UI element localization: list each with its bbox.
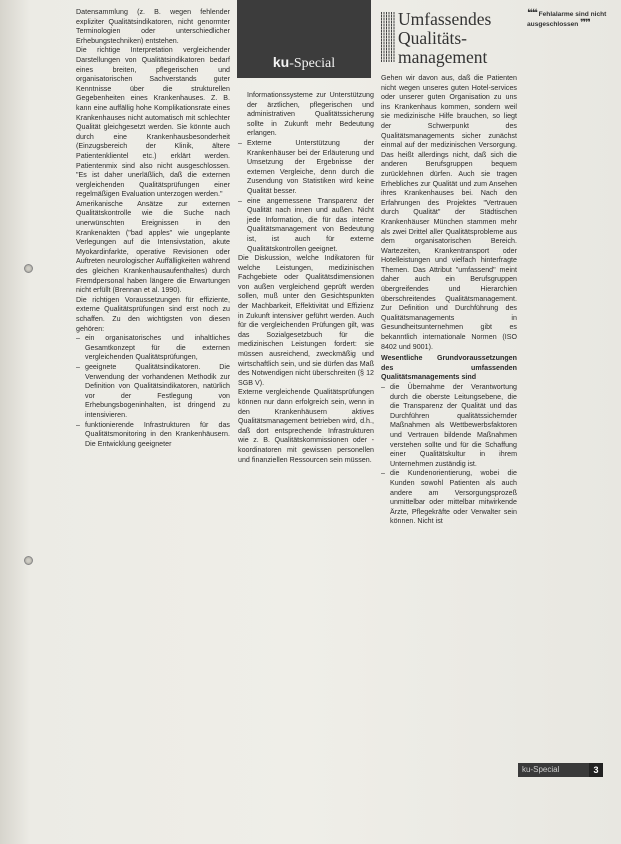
- paragraph: Die Diskussion, welche Indikatoren für welche Leistungen, medizinischen Fachgebiete oder Qualitätsdimensionen von außen vergleichend geprüft werden sollen, muß unter den Gesichtspunkten der Machbarkeit, Effektivität und Effizienz in Zukunft intensiver geführt werden. Auch für die vergleichenden Prüfungen gilt, was das Sozialgesetzbuch für die medizinischen Leistungen fordert: sie müssen ausreichend, zweckmäßig und wirtschaftlich sein, und sie dürfen das Maß des Notwendigen nicht überschreiten (§ 12 SGB V).: [238, 254, 374, 387]
- quote-open-icon: ❝❝: [527, 8, 537, 19]
- list-item: – ein organisatorisches und inhaltliches Gesamtkonzept für die externen vergleichenden Qualitätsprüfungen,: [85, 334, 230, 363]
- list-item: – geeignete Qualitätsindikatoren. Die Verwendung der vorhandenen Methodik zur Definition von Qualitätsindikatoren, natürlich vor der Festlegung von Erhebungsbogeninhalten, ist dringend zu intensivieren.: [85, 363, 230, 421]
- ku-special-banner: [237, 0, 371, 78]
- bullet-list: [76, 334, 230, 449]
- paragraph: Datensammlung (z. B. wegen fehlender expliziter Qualitätsindikatoren, nicht genormter Terminologien oder unterschiedlicher Erhebungstechniken) entstehen.: [76, 8, 230, 45]
- quote-close-icon: ❞❞: [580, 17, 590, 29]
- punch-hole: [24, 264, 33, 273]
- paragraph: Gehen wir davon aus, daß die Patienten nicht wegen unseres guten Hotel-services oder unserer guten Organisation zu uns ins Krankenhaus kommen, sondern weil sie medizinische Hilfe brauchen, so liegt der Schwerpunkt des Qualitätsmanagements sicher zunächst einmal auf der medizinischen Versorgung. Das heißt allerdings nicht, daß sich die anderen Berufsgruppen bequem zurücklehnen dürfen. Auch sie tragen Erhebliches zur Qualität und zum Ansehen ihres Krankenhauses bei. Nach den Erfahrungen des Projektes "Vertrauen durch Qualität" der Städtischen Krankenhäuser München stammen mehr als zwei Drittel aller Qualitätsprobleme aus dem organisatorischen Bereich. Wartezeiten, Krankentransport oder Hotelleistungen und vielfach hinterfragte Themen. Das Attribut "umfassend" meint daher auch ein Berufsgruppen übergreifendes und Hierarchien überschreitendes Qualitätsmanagement. Zur Definition und Durchführung des Qualitätsmanagements in Gesundheitsunternehmen gibt es bekanntlich internationale Normen (ISO 8402 und 9001).: [381, 74, 517, 351]
- list-item: – funktionierende Infrastrukturen für das Qualitätsmonitoring in den Krankenhäusern. Die Entwicklung geeigneter: [85, 421, 230, 450]
- paragraph: Externe vergleichende Qualitätsprüfungen können nur dann erfolgreich sein, wenn in den Krankenhäusern aktives Qualitätsmanagement betrieben wird, d.h., daß dort entsprechende Infrastrukturen wie z. B. Qualitätskommissionen oder -koordinatoren mit gewissen personellen und finanziellen Ressourcen sein müssen.: [238, 388, 374, 464]
- paragraph: Informationssysteme zur Unterstützung der ärztlichen, pflegerischen und administrativen Qualitätssicherung sollte in Zukunft mehr Bedeutung erlangen.: [247, 91, 374, 138]
- list-item: – eine angemessene Transparenz der Qualität nach innen und außen. Nicht jede Information, die für das interne Qualitätsmanagement von Bedeutung ist, ist auch für externe Qualitätskontrollen geeignet.: [247, 197, 374, 255]
- list-item: – die Übernahme der Verantwortung durch die oberste Leitungsebene, die die Transparenz der Qualität und das Durchführen qualitätssichernder Maßnahmen als Wettbewerbsfaktoren und Vertrauen bildende Maßnahmen verstehen sollte und für die Schaffung einer Qualitätskultur in ihrem Unternehmen zuständig ist.: [390, 383, 517, 469]
- bullet-list: [381, 383, 517, 527]
- text-column-3: [381, 74, 517, 527]
- text-column-2: [238, 91, 374, 465]
- list-item: – die Kundenorientierung, wobei die Kunden sowohl Patienten als auch andere am Versorgungsprozeß unmittelbar oder mittelbar mitwirkende Ärzte, Pflegekräfte oder Verwalter sein können. Nicht ist: [390, 469, 517, 527]
- text-column-1: [76, 8, 230, 449]
- page-number: 3: [589, 763, 603, 777]
- paragraph: Die richtige Interpretation vergleichender Darstellungen von Qualitätsindikatoren bedarf eines breiten, pflegerischen und organisatorischen Sachverstands guter Kenntnisse über die strukturellen Gegebenheiten eines Krankenhauses. Z. B. kann eine auffällig hohe Komplikationsrate eines Krankenhauses nicht automatisch mit schlechter Qualität gleichgesetzt werden. Sie könnte auch durch eine Krankenhausbesonderheit (Einzugsbereich der Klinik, ältere Patientenklientel etc.) erklärt werden. Patientenmix sind also nicht ausgeschlossen. "Es ist daher unerläßlich, daß die externen vergleichenden Qualitätsprüfungen einer regelmäßigen Evaluation unterzogen werden.": [76, 46, 230, 199]
- article-title: Umfassendes Qualitäts- management: [398, 9, 492, 67]
- bullet-list: [238, 139, 374, 254]
- pull-quote: ❝❝ Fehlalarme sind nicht ausgeschlossen ❞❞: [527, 8, 607, 29]
- paragraph: Die richtigen Voraussetzungen für effiziente, externe Qualitätsprüfungen sind erst noch zu schaffen. Zu den wichtigsten von diesen gehören:: [76, 295, 230, 333]
- footer-section-label: ku-Special: [518, 763, 589, 777]
- list-item: – Externe Unterstützung der Krankenhäuser bei der Erläuterung und Umsetzung der Ergebnisse der externen Vergleiche, denn durch die Zusendung von Statistiken wird keine Qualität besser.: [247, 139, 374, 197]
- section-heading: Wesentliche Grundvoraussetzungen des umfassenden Qualitätsmanagements sind: [381, 354, 517, 382]
- punch-hole: [24, 556, 33, 565]
- special-label: ku-Special: [272, 54, 336, 71]
- paragraph: Amerikanische Ansätze zur externen Qualitätskontrolle wie die Suche nach unerwünschten Ereignissen in den Krankenakten ("bad apples" wie ungeplante Verlegungen auf die Intensivstation, akute Myokardinfarkte, operative Revisionen oder Auftreten neurologischer Auffälligkeiten während des gleichen Krankenhausaufenthaltes) durch Fremdpersonal haben längere die Erwartungen nicht erfüllt (Brennan et al. 1990).: [76, 199, 230, 295]
